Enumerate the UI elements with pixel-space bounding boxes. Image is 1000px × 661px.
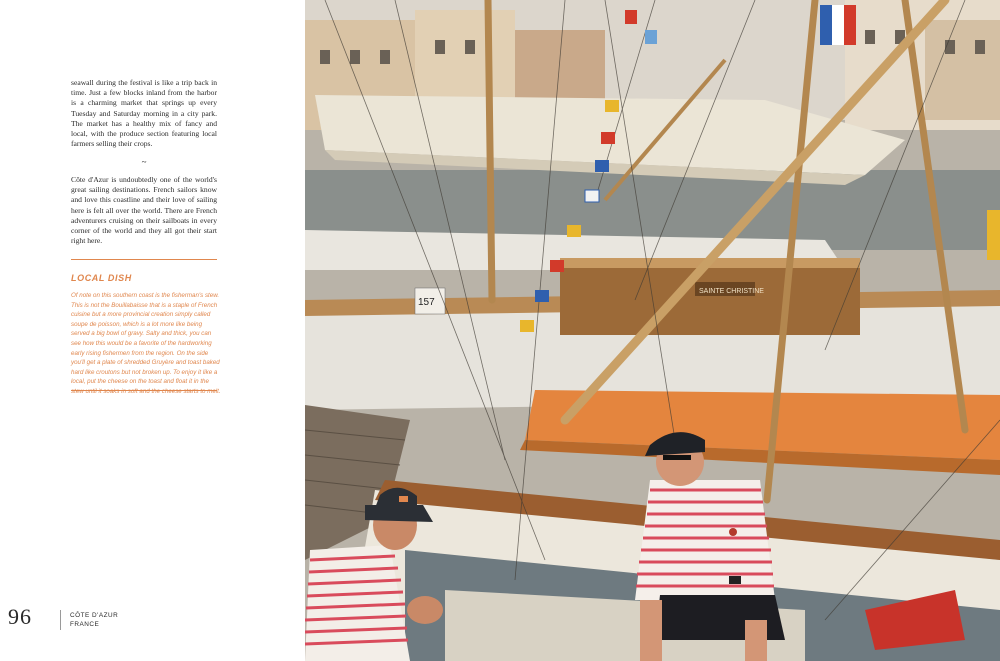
harbor-photo: [305, 0, 1000, 661]
folio-section-title: CÔTE D'AZUR: [70, 612, 119, 619]
boat-number: 157: [418, 297, 435, 308]
page-number: 96: [8, 604, 32, 629]
sidebar-top-rule: [71, 259, 217, 260]
article-paragraph-1: seawall during the festival is like a trip back in time. Just a few blocks inland from the harbor is a charming market that springs up every Tuesday and Saturday morning in a city park. The market has a healthy mix of fancy and local, with the produce section featuring local farmers selling their crops.: [71, 78, 217, 149]
boat-name-plate: SAINTE CHRISTINE: [699, 288, 764, 295]
section-separator: ~: [141, 157, 147, 167]
sidebar-heading: LOCAL DISH: [71, 273, 132, 283]
folio-divider: [60, 610, 61, 630]
folio-section-country: FRANCE: [70, 621, 100, 628]
left-page: [0, 0, 305, 661]
sidebar-bottom-rule: [71, 390, 217, 391]
sidebar-text: Of note on this southern coast is the fisherman's stew. This is not the Bouillabaisse that is a staple of French cuisine but a more provincial creation simply called soupe de poisson, which is a lot more like being served a big bowl of gravy. Salty and thick, you can see how this would be a favorite of the hardworking early rising fishermen from the region. On the side you'll get a plate of shredded Gruyère and toast baked hard like croutons but not broken up. To enjoy it like a local, put the cheese on the toast and float it in the stew until it soaks in soft and the cheese starts to melt.: [71, 292, 221, 395]
article-paragraph-2: Côte d'Azur is undoubtedly one of the world's great sailing destinations. French sailors know and love this coastline and their love of sailing here is felt all over the world. There are French adventurers cruising on their sailboats in every corner of the world and they all got their start right here.: [71, 175, 217, 246]
